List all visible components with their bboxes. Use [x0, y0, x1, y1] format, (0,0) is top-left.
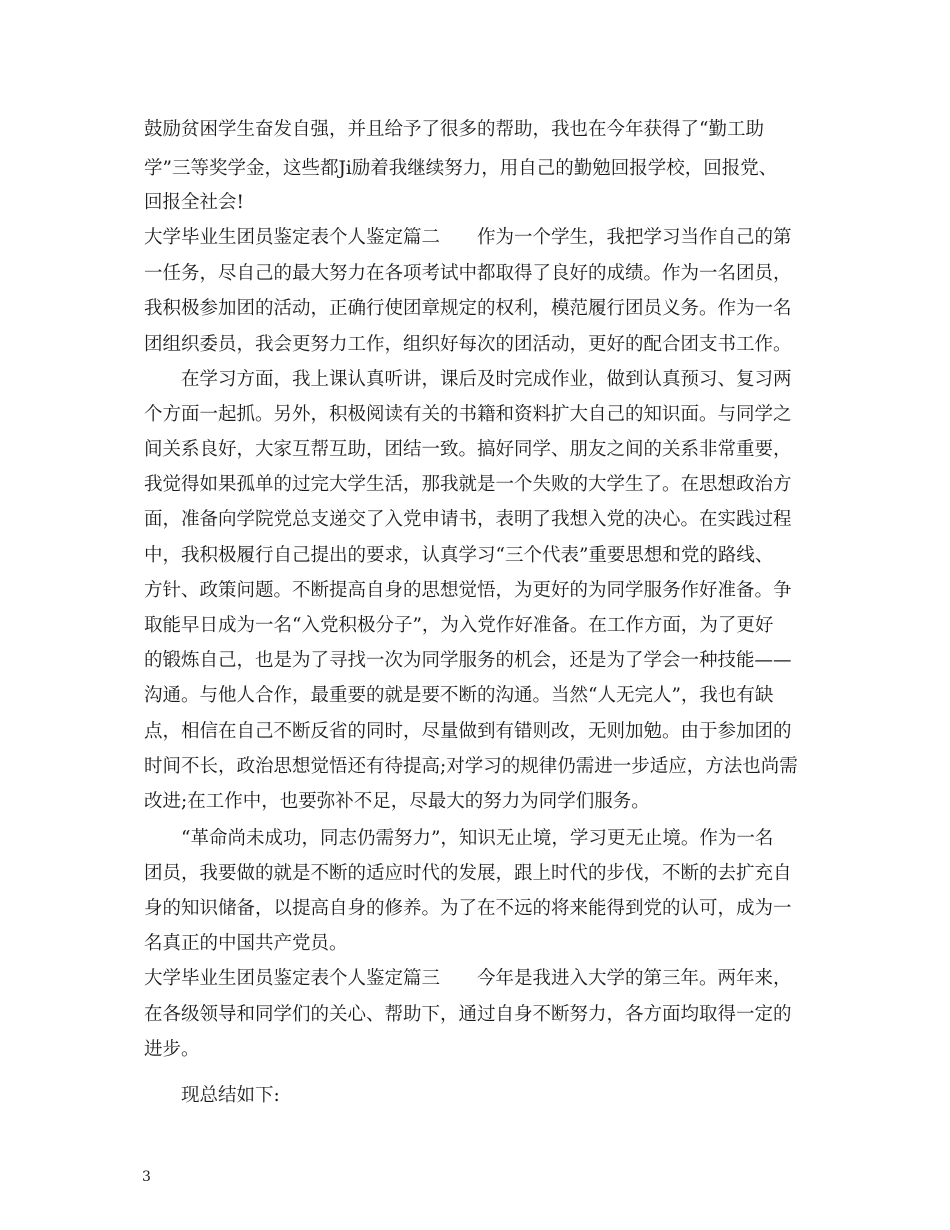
page-number: 3 [142, 1169, 151, 1185]
text-line: 学”三等奖学金，这些都Ji励着我继续努力，用自己的勤勉回报学校，回报党、 [144, 158, 778, 179]
text-line: 回报全社会! [144, 192, 244, 213]
text-line: 的锻炼自己，也是为了寻找一次为同学服务的机会，还是为了学会一种技能—— [144, 650, 792, 671]
text-line: 点，相信在自己不断反省的同时，尽量做到有错则改，无则加勉。由于参加团的 [144, 721, 792, 742]
text-line: 改进;在工作中，也要弥补不足，尽最大的努力为同学们服务。 [144, 791, 650, 812]
text-line: 团员，我要做的就是不断的适应时代的发展，跟上时代的步伐，不断的去扩充自 [144, 863, 792, 884]
paragraph-first-line: 在学习方面，我上课认真听讲，课后及时完成作业，做到认真预习、复习两 [181, 369, 792, 390]
text-line: 方针、政策问题。不断提高自身的思想觉悟，为更好的为同学服务作好准备。争 [144, 580, 792, 601]
text-line: 进步。 [144, 1039, 200, 1060]
text-line: 沟通。与他人合作，最重要的就是要不断的沟通。当然“人无完人”，我也有缺 [144, 685, 774, 706]
paragraph-first-line: 现总结如下: [181, 1085, 280, 1106]
text-line: 鼓励贫困学生奋发自强，并且给予了很多的帮助，我也在今年获得了“勤工助 [144, 119, 764, 140]
text-line: 时间不长，政治思想觉悟还有待提高;对学习的规律仍需进一步适应，方法也尚需 [144, 756, 798, 777]
text-line: 间关系良好，大家互帮互助，团结一致。搞好同学、朋友之间的关系非常重要， [144, 439, 792, 460]
text-line: 面，准备向学院党总支递交了入党申请书，表明了我想入党的决心。在实践过程 [144, 509, 792, 530]
section-heading-line: 大学毕业生团员鉴定表个人鉴定篇三 今年是我进入大学的第三年。两年来， [144, 968, 792, 989]
text-line: 我觉得如果孤单的过完大学生活，那我就是一个失败的大学生了。在思想政治方 [144, 474, 792, 495]
text-line: 身的知识储备，以提高自身的修养。为了在不远的将来能得到党的认可，成为一 [144, 898, 792, 919]
text-line: 个方面一起抓。另外，积极阅读有关的书籍和资料扩大自己的知识面。与同学之 [144, 404, 792, 425]
text-line: 团组织委员，我会更努力工作，组织好每次的团活动，更好的配合团支书工作。 [144, 334, 792, 355]
text-line: 中，我积极履行自己提出的要求，认真学习“三个代表”重要思想和党的路线、 [144, 545, 774, 566]
paragraph-first-line: “革命尚未成功，同志仍需努力”，知识无止境，学习更无止境。作为一名 [181, 828, 774, 849]
section-heading-line: 大学毕业生团员鉴定表个人鉴定篇二 作为一个学生，我把学习当作自己的第 [144, 227, 792, 248]
text-line: 取能早日成为一名“入党积极分子”，为入党作好准备。在工作方面，为了更好 [144, 615, 774, 636]
text-line: 在各级领导和同学们的关心、帮助下，通过自身不断努力，各方面均取得一定的 [144, 1004, 792, 1025]
text-line: 我积极参加团的活动，正确行使团章规定的权利，模范履行团员义务。作为一名 [144, 298, 792, 319]
text-line: 一任务，尽自己的最大努力在各项考试中都取得了良好的成绩。作为一名团员， [144, 263, 792, 284]
text-line: 名真正的中国共产党员。 [144, 933, 348, 954]
